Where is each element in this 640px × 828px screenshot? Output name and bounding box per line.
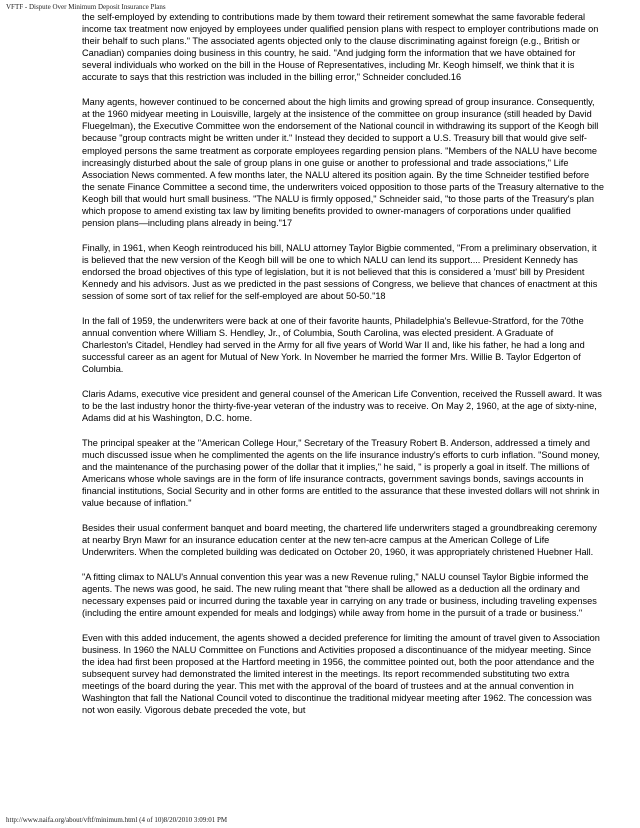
page-header-title: VFTF - Dispute Over Minimum Deposit Insurance Plans (6, 3, 166, 11)
article-body (82, 11, 604, 729)
paragraph-3: Finally, in 1961, when Keogh reintroduced his bill, NALU attorney Taylor Bigbie commented, "From a preliminary observation, it is believed that the new version of the Keogh bill will be one to which NALU can lend its support.... President Kennedy has endorsed the broad objectives of this type of legislation, but it is not believed that this is considered a 'must' bill by President Kennedy and his advisors. Just as we predicted in the past sessions of Congress, we believe that chances of enactment at this session of some sort of tax relief for the self-employed are about 50-50."18 (82, 242, 598, 302)
paragraph-8: "A fitting climax to NALU's Annual convention this year was a new Revenue ruling," NALU counsel Taylor Bigbie informed the agents. The news was good, he said. The new ruling meant that "there shall be allowed as a deduction all the ordinary and necessary expenses paid or incurred during the taxable year in carrying on any trade or business, including traveling expenses (including the entire amount expended for meals and lodgings) while away from home in the pursuit of a trade or business." (82, 571, 597, 619)
paragraph-1: the self-employed by extending to contributions made by them toward their retirement somewhat the same favorable federal income tax treatment now enjoyed by employees under qualified pension plans with respect to employer contributions made on their behalf to such plans." The associated agents objected only to the clause discriminating against foreign (e.g., British or Canadian) companies doing business in this country, he said. "And judging form the information that we have obtained for several individuals who worked on the bill in the House of Representatives, including Mr. Keogh himself, we think that it is accurate to says that this restriction was included in the billing error," Schneider concluded.16 (82, 12, 599, 83)
paragraph-7: Besides their usual conferment banquet and board meeting, the chartered life underwriters staged a groundbreaking ceremony at nearby Bryn Mawr for an insurance education center at the new ten-acre campus at the American College of Life Underwriters. When the completed building was dedicated on October 20, 1960, it was appropriately christened Huebner Hall. (82, 522, 597, 558)
paragraph-9: Even with this added inducement, the agents showed a decided preference for limiting the amount of travel given to Association business. In 1960 the NALU Committee on Functions and Activities proposed a discontinuance of the midyear meeting. Since the idea had first been proposed at the Hartford meeting in 1956, the committee pointed out, both the poor attendance and the subsequent survey had demonstrated the limited interest in the meetings. Its report recommended substituting two extra meetings of the board during the year. This met with the approval of the board of trustees and at the annual convention in Washington that fall the National Council voted to discontinue the traditional midyear meeting after 1962. The concession was not won easily. Vigorous debate preceded the vote, but (82, 632, 600, 716)
paragraph-2: Many agents, however continued to be concerned about the high limits and growing spread of group insurance. Consequently, at the 1960 midyear meeting in Louisville, largely at the insistence of the committee on group insurance (still headed by David Fluegelman), the Executive Committee won the endorsement of the National council in withdrawing its support of the Keogh bill because "group contracts might be written under it." Instead they decided to support a U.S. Treasury bill that would give self-employed persons the same treatment as corporate employees regarding pension plans. "Members of the NALU have become increasingly disturbed about the sale of group plans in one guise or another to professional and trade associations," Life Association News commented. A few months later, the NALU altered its position again. By the time Schneider testified before the senate Finance Committee a second time, the underwriters voiced opposition to those parts of the Treasury alternative to the Keogh bill that would hurt small business. "The NALU is firmly opposed," Schneider said, "to those parts of the Treasury's plan which propose to amend existing tax law by limiting benefits provided to owner-managers of corporations under qualified pension plans—including plans already in being."17 (82, 97, 604, 229)
paragraph-6: The principal speaker at the "American College Hour," Secretary of the Treasury Robert B. Anderson, addressed a timely and much discussed issue when he complimented the agents on the life insurance industry's efforts to curb inflation. "Sound money, and the maintenance of the purchasing power of the dollar that it implies," he said, " is properly a goal in itself. The millions of Americans whose whole savings are in the form of life insurance contracts, government savings bonds, savings accounts in financial institutions, Social Security and in other forms are entitled to the assurance that these invested dollars will not shrink in value because of inflation." (82, 437, 600, 509)
page-footer-url: http://www.naifa.org/about/vftf/minimum.html (4 of 10)8/20/2010 3:09:01 PM (6, 816, 228, 824)
paragraph-5: Claris Adams, executive vice president and general counsel of the American Life Convention, received the Russell award. It was to be the last industry honor the thirty-five-year veteran of the industry was to receive. On May 2, 1960, at the age of sixty-nine, Adams did at his Washington, D.C. home. (82, 388, 602, 424)
paragraph-4: In the fall of 1959, the underwriters were back at one of their favorite haunts, Philadelphia's Bellevue-Stratford, for the 70the annual convention where William S. Hendley, Jr., of Columbia, South Carolina, was elected president. A Graduate of Charleston's Citadel, Hendley had served in the Army for all five years of World War II and, like his father, he had a long and successful career as an agent for Mutual of New York. In November he married the former Mrs. Willie B. Taylor Edgerton of Columbia. (82, 315, 585, 375)
